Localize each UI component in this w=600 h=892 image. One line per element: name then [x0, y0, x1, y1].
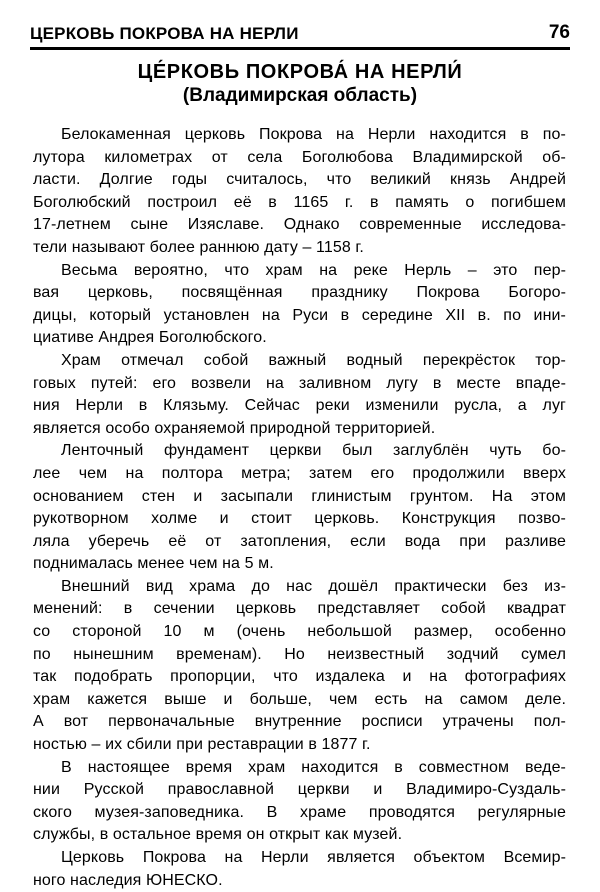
- text-line: ляла уберечь её от затопления, если вода при разливе: [33, 532, 566, 550]
- paragraph: [33, 260, 566, 350]
- paragraph: [33, 847, 566, 892]
- text-line: ласти. Долгие годы считалось, что великий князь Андрей: [33, 171, 566, 189]
- text-line: нии Русской православной церкви и Владимиро-Суздаль-: [33, 781, 566, 799]
- text-line: службы, в остальное время он открыт как музей.: [33, 826, 403, 844]
- text-line: ностью – их сбили при реставрации в 1877 г.: [33, 736, 371, 754]
- text-line: со стороной 10 м (очень небольшой размер, особенно: [33, 623, 566, 641]
- text-line: по нынешним временам). Но неизвестный зодчий сумел: [33, 645, 566, 663]
- article-subtitle: (Владимирская область): [182, 85, 418, 106]
- paragraph: [33, 124, 566, 260]
- text-line: является особо охраняемой природной территорией.: [33, 419, 436, 437]
- text-line: лее чем на полтора метра; затем его продолжили вверх: [33, 464, 566, 482]
- text-line: говых путей: его возвели на заливном лугу в месте впаде-: [33, 374, 566, 392]
- paragraph: [33, 350, 566, 440]
- text-line: вая церковь, посвящённая празднику Покрова Богоро-: [33, 284, 566, 302]
- paragraph: [33, 576, 566, 757]
- text-line: ния Нерли в Клязьму. Сейчас реки изменили русла, а луг: [33, 397, 566, 415]
- text-line: дицы, который установлен на Руси в середине XII в. по ини-: [33, 306, 566, 324]
- text-line: ского музея-заповедника. В храме проводятся регулярные: [33, 803, 566, 821]
- text-line: Храм отмечал собой важный водный перекрёсток тор-: [61, 351, 566, 369]
- text-line: храм кажется выше и больше, чем есть на самом деле.: [33, 690, 566, 708]
- text-line: Ленточный фундамент церкви был заглублён чуть бо-: [61, 442, 566, 460]
- running-title: ЦЕРКОВЬ ПОКРОВА НА НЕРЛИ: [30, 24, 299, 43]
- text-line: Весьма вероятно, что храм на реке Нерль – это пер-: [61, 261, 566, 279]
- text-line: ного наследия ЮНЕСКО.: [33, 871, 223, 889]
- text-line: рукотворном холме и стоит церковь. Конструкция позво-: [33, 510, 566, 528]
- text-line: основанием стен и засыпали глинистым грунтом. На этом: [33, 487, 566, 505]
- text-line: Внешний вид храма до нас дошёл практически без из-: [61, 577, 566, 595]
- paragraph: [33, 440, 566, 576]
- article-body: [33, 124, 566, 892]
- text-line: 17-летнем сыне Изяславе. Однако современные исследова-: [33, 216, 566, 234]
- running-header: [30, 10, 570, 50]
- text-line: тели называют более раннюю дату – 1158 г.: [33, 238, 364, 256]
- text-line: поднималась менее чем на 5 м.: [33, 555, 274, 573]
- text-line: В настоящее время храм находится в совместном веде-: [61, 758, 566, 776]
- text-line: Боголюбский построил её в 1165 г. в память о погибшем: [33, 193, 566, 211]
- text-line: А вот первоначальные внутренние росписи утрачены пол-: [33, 713, 566, 731]
- text-line: лутора километрах от села Боголюбова Владимирской об-: [33, 148, 566, 166]
- text-line: Церковь Покрова на Нерли является объектом Всемир-: [61, 849, 566, 866]
- article-title: ЦЕ́РКОВЬ ПОКРОВА́ НА НЕРЛИ́: [137, 61, 463, 83]
- page-number: 76: [548, 22, 570, 43]
- text-line: менений: в сечении церковь представляет собой квадрат: [33, 600, 566, 618]
- text-line: так подобрать пропорции, что издалека и на фотографиях: [33, 668, 566, 686]
- text-line: циативе Андрея Боголюбского.: [33, 329, 267, 347]
- paragraph: [33, 757, 566, 847]
- text-line: Белокаменная церковь Покрова на Нерли находится в по-: [61, 126, 566, 143]
